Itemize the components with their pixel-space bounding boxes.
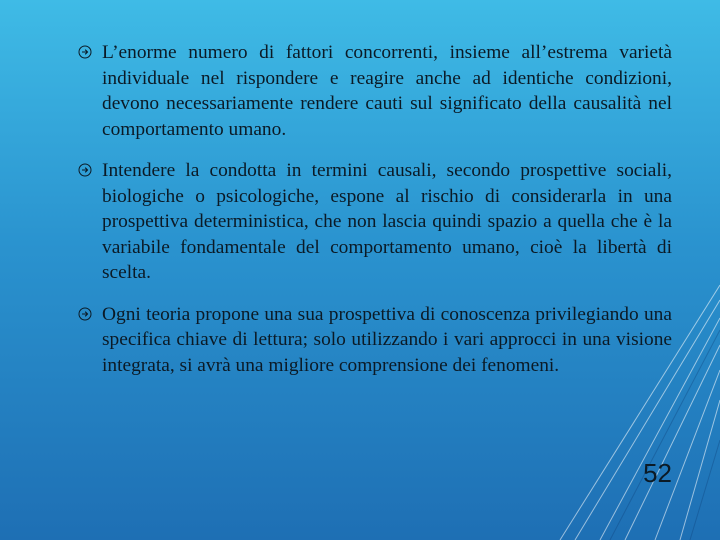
circled-arrow-right-icon: [78, 163, 92, 177]
bullet-item-3: [78, 302, 672, 379]
bullet-item-2: [78, 158, 672, 286]
bullet-text-1: L’enorme numero di fattori concorrenti, insieme all’estrema varietà individuale nel rispondere e reagire anche ad identiche condizioni, devono necessariamente rendere cauti sul significato della causalità nel comportamento umano.: [102, 42, 672, 140]
circled-arrow-right-icon: [78, 307, 92, 321]
bullet-list: [78, 40, 672, 394]
bullet-text-3: Ogni teoria propone una sua prospettiva di conoscenza privilegiando una specifica chiave di lettura; solo utilizzando i vari approcci in una visione integrata, si avrà una migliore comprensione dei fenomeni.: [102, 303, 672, 376]
bullet-item-1: [78, 40, 672, 142]
page-number: 52: [643, 458, 672, 488]
bullet-text-2: Intendere la condotta in termini causali, secondo prospettive sociali, biologiche o psicologiche, espone al rischio di considerarla in una prospettiva deterministica, che non lascia quindi spazio a quella che è la variabile fondamentale del comportamento umano, cioè la libertà di scelta.: [102, 160, 672, 283]
circled-arrow-right-icon: [78, 45, 92, 59]
